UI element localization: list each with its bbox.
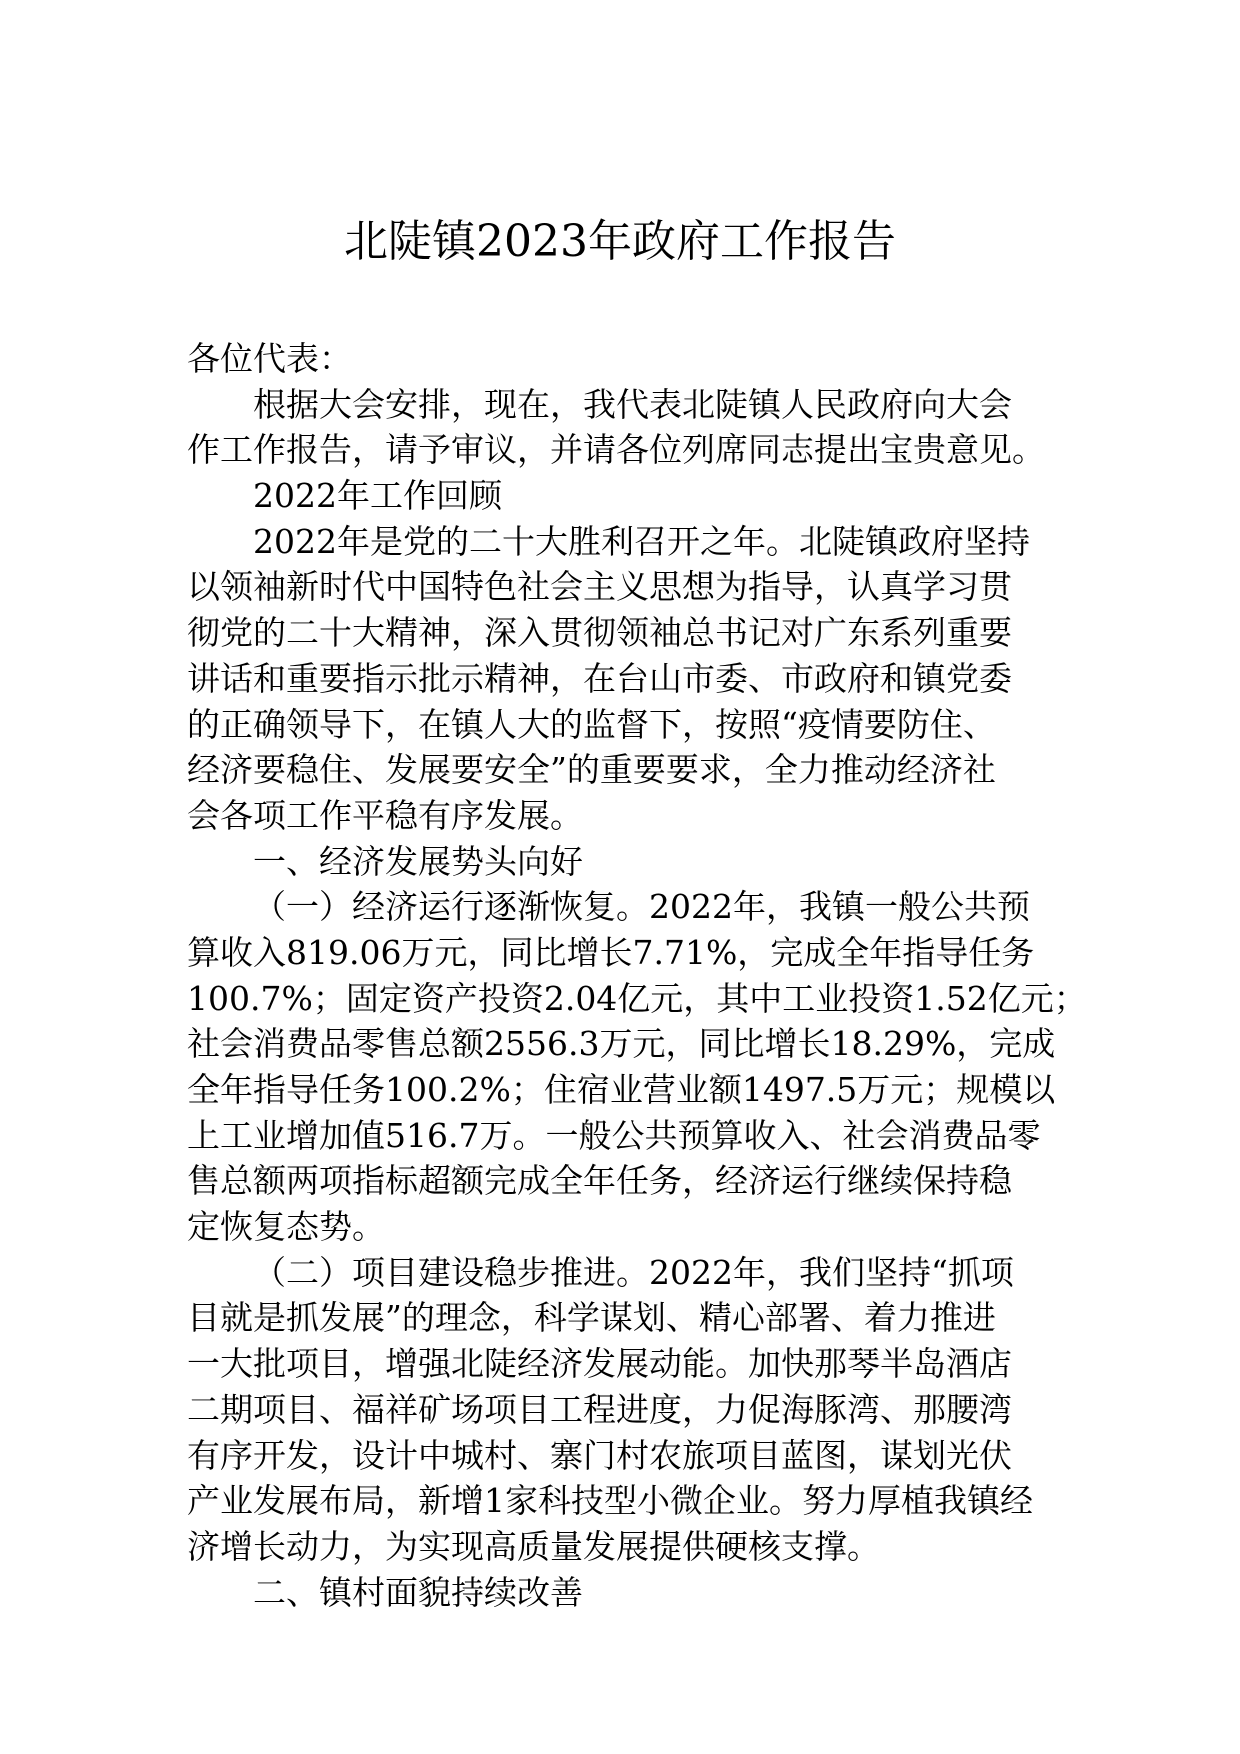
paragraph-line: 一大批项目，增强北陡经济发展动能。加快那琴半岛酒店 (187, 1344, 1012, 1384)
paragraph-line: 彻党的二十大精神，深入贯彻领袖总书记对广东系列重要 (187, 613, 1012, 653)
paragraph-line: 产业发展布局，新增1家科技型小微企业。努力厚植我镇经 (187, 1481, 1033, 1521)
paragraph-line: 全年指导任务100.2%；住宿业营业额1497.5万元；规模以 (187, 1070, 1056, 1109)
paragraph-line: （一）经济运行逐渐恢复。2022年，我镇一般公共预 (253, 887, 1030, 927)
paragraph-line: 作工作报告，请予审议，并请各位列席同志提出宝贵意见。 (187, 430, 1045, 470)
salutation-line: 各位代表： (187, 339, 352, 378)
paragraph-line: 售总额两项指标超额完成全年任务，经济运行继续保持稳 (187, 1161, 1012, 1201)
paragraph-line: 的正确领导下，在镇人大的监督下，按照“疫情要防住、 (187, 704, 996, 744)
paragraph-line: 2022年是党的二十大胜利召开之年。北陡镇政府坚持 (253, 521, 1030, 561)
paragraph-line: 目就是抓发展”的理念，科学谋划、精心部署、着力推进 (187, 1298, 996, 1338)
section-heading: 2022年工作回顾 (253, 476, 502, 516)
paragraph-line: 会各项工作平稳有序发展。 (187, 795, 583, 835)
section-heading: 二、镇村面貌持续改善 (253, 1572, 583, 1612)
paragraph-line: 经济要稳住、发展要安全”的重要要求，全力推动经济社 (187, 750, 996, 790)
paragraph-line: 以领袖新时代中国特色社会主义思想为指导，认真学习贯 (187, 567, 1012, 607)
paragraph-line: 100.7%；固定资产投资2.04亿元，其中工业投资1.52亿元； (187, 978, 1087, 1018)
paragraph-line: （二）项目建设稳步推进。2022年，我们坚持“抓项 (253, 1252, 1014, 1292)
paragraph-line: 讲话和重要指示批示精神，在台山市委、市政府和镇党委 (187, 658, 1012, 698)
paragraph-line: 定恢复态势。 (187, 1207, 385, 1247)
document-body (187, 336, 1087, 1615)
paragraph-line: 根据大会安排，现在，我代表北陡镇人民政府向大会 (253, 384, 1012, 424)
document-title: 北陡镇2023年政府工作报告 (344, 216, 896, 267)
paragraph-line: 上工业增加值516.7万。一般公共预算收入、社会消费品零 (187, 1115, 1041, 1155)
paragraph-line: 济增长动力，为实现高质量发展提供硬核支撑。 (187, 1526, 880, 1566)
paragraph-line: 社会消费品零售总额2556.3万元，同比增长18.29%，完成 (187, 1024, 1056, 1064)
paragraph-line: 算收入819.06万元，同比增长7.71%，完成全年指导任务 (187, 932, 1035, 972)
section-heading: 一、经济发展势头向好 (253, 841, 583, 881)
paragraph-line: 有序开发，设计中城村、寨门村农旅项目蓝图，谋划光伏 (187, 1435, 1012, 1475)
paragraph-line: 二期项目、福祥矿场项目工程进度，力促海豚湾、那腰湾 (187, 1389, 1012, 1429)
